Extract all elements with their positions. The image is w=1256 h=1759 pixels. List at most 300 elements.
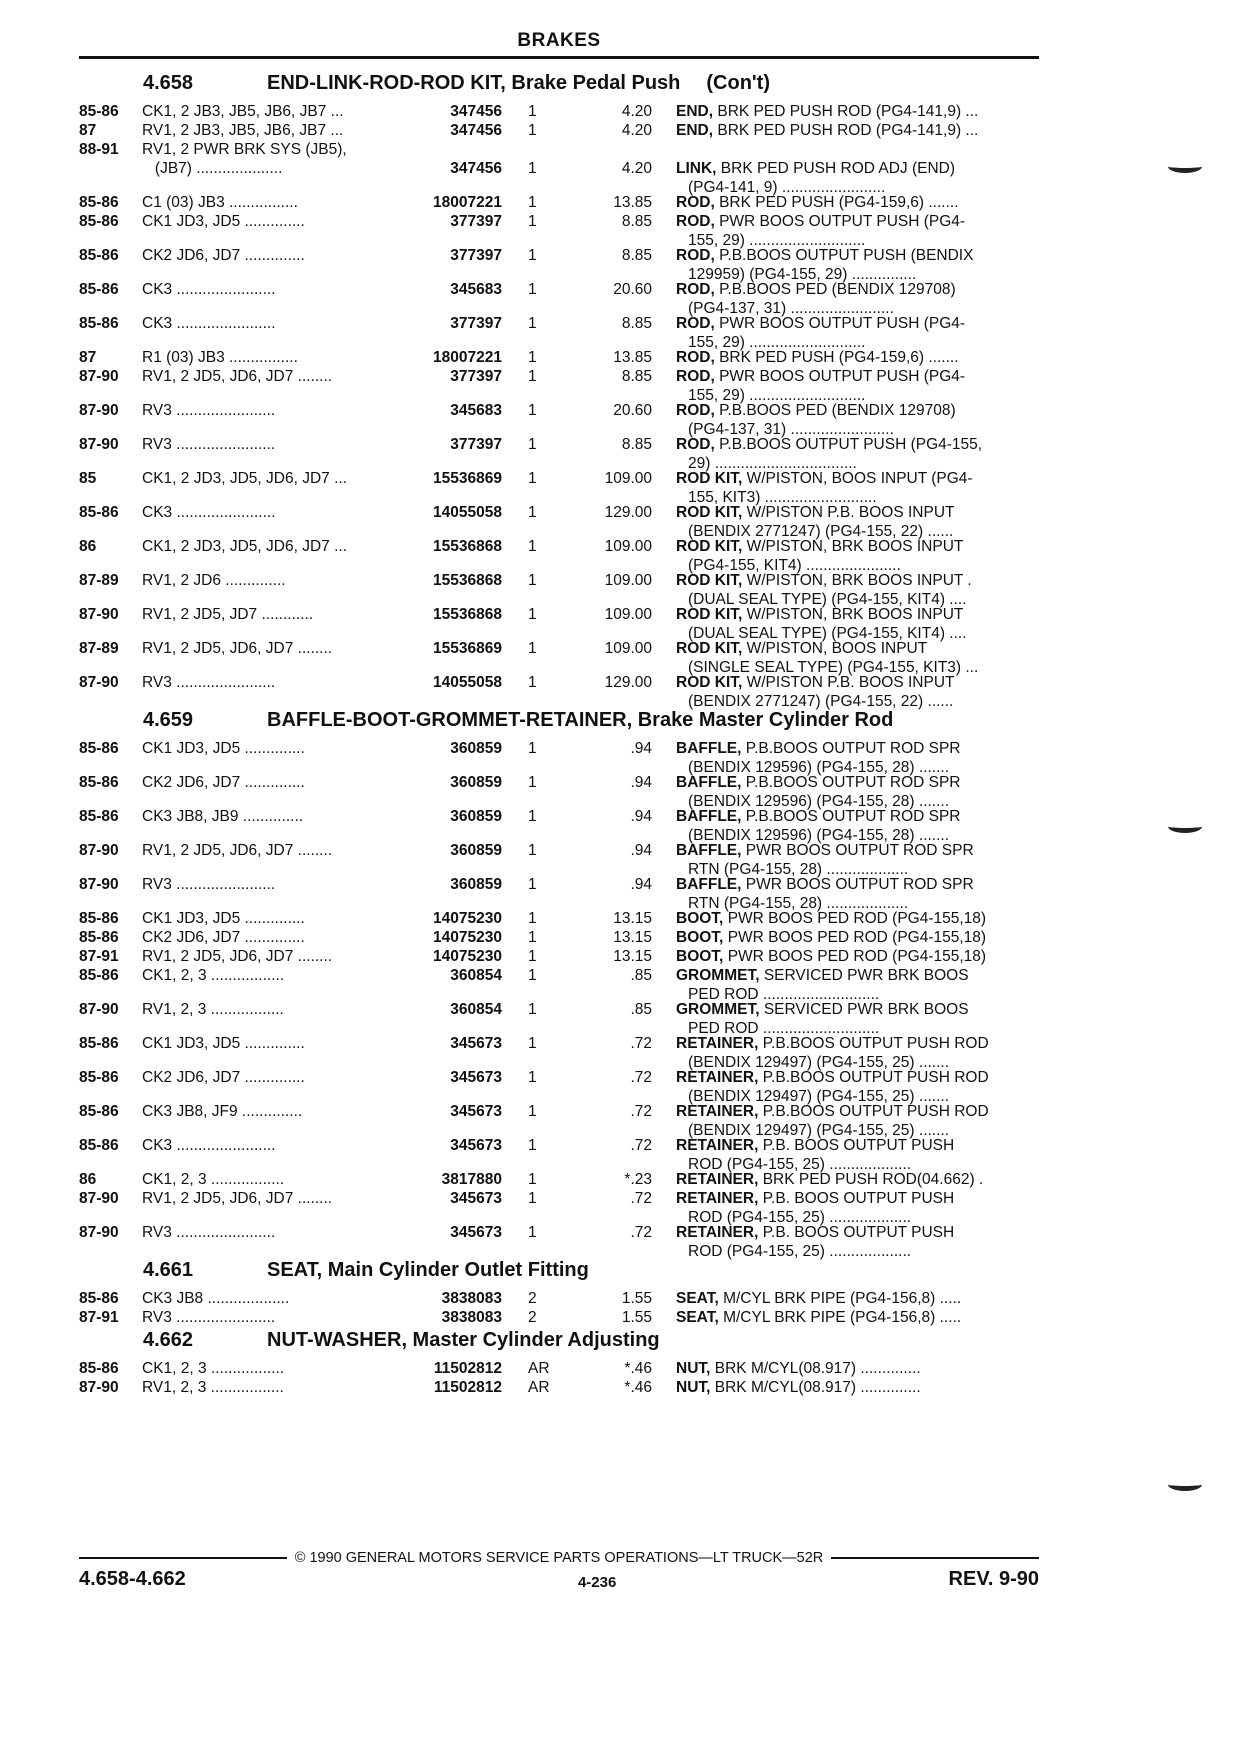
description-text: PED ROD ...........................	[688, 1020, 880, 1037]
model-year: 87-90	[79, 368, 119, 385]
description-line	[676, 1223, 1039, 1242]
model-application: RV1, 2 JD5, JD6, JD7 ........	[142, 368, 333, 385]
model-year: 85-86	[79, 1290, 119, 1307]
quantity: 1	[528, 606, 537, 623]
part-name: ROD,	[676, 247, 715, 264]
quantity: 1	[528, 1171, 537, 1188]
model-application: CK3 JB8, JB9 ..............	[142, 808, 304, 825]
model-year: 85-86	[79, 774, 119, 791]
model-application: RV1, 2 JB3, JB5, JB6, JB7 ...	[142, 122, 344, 139]
description-text: (BENDIX 129596) (PG4-155, 28) .......	[688, 827, 950, 844]
quantity: 1	[528, 674, 537, 691]
part-name: BAFFLE,	[676, 842, 742, 859]
model-application: CK3 JB8 ...................	[142, 1290, 290, 1307]
part-name: ROD KIT,	[676, 606, 743, 623]
description-line	[676, 469, 1039, 488]
part-description	[652, 469, 1039, 507]
part-description	[652, 140, 1039, 159]
model-year: 87-90	[79, 1001, 119, 1018]
part-description	[652, 1170, 1039, 1189]
model-year: 87-90	[79, 606, 119, 623]
model-year: 87-90	[79, 1190, 119, 1207]
model-application: CK3 JB8, JF9 ..............	[142, 1103, 303, 1120]
model-application: RV1, 2 JD5, JD6, JD7 ........	[142, 948, 333, 965]
description-line	[676, 1136, 1039, 1155]
description-text: PWR BOOS OUTPUT PUSH (PG4-	[719, 368, 966, 385]
price: 109.00	[604, 538, 652, 555]
description-text: PWR BOOS OUTPUT PUSH (PG4-	[719, 213, 966, 230]
part-description	[652, 1223, 1039, 1261]
description-line	[676, 947, 1039, 966]
model-application: RV1, 2 JD5, JD6, JD7 ........	[142, 842, 333, 859]
description-line	[676, 571, 1039, 590]
model-year: 87-90	[79, 1379, 119, 1396]
quantity: 1	[528, 967, 537, 984]
part-number: 345673	[450, 1137, 502, 1154]
price: 13.85	[613, 349, 652, 366]
description-text: (BENDIX 2771247) (PG4-155, 22) ......	[688, 523, 954, 540]
description-line	[676, 605, 1039, 624]
parts-row	[79, 348, 1039, 367]
part-description	[652, 639, 1039, 677]
part-description	[652, 1000, 1039, 1038]
model-application: CK3 .......................	[142, 1137, 276, 1154]
model-year: 85-86	[79, 1035, 119, 1052]
description-line	[676, 159, 1039, 178]
parts-row	[79, 159, 1039, 197]
model-year: 87-90	[79, 876, 119, 893]
model-application: RV3 .......................	[142, 436, 276, 453]
description-text: BRK PED PUSH ROD(04.662) .	[762, 1171, 984, 1188]
description-text: PWR BOOS PED ROD (PG4-155,18)	[727, 910, 987, 927]
price: .94	[630, 808, 652, 825]
price: 109.00	[604, 572, 652, 589]
part-name: BAFFLE,	[676, 876, 742, 893]
model-year: 87-91	[79, 948, 119, 965]
price: 4.20	[621, 160, 652, 177]
part-number: 18007221	[433, 194, 502, 211]
part-number: 347456	[450, 122, 502, 139]
quantity: 1	[528, 247, 537, 264]
part-description	[652, 605, 1039, 643]
model-application: CK1 JD3, JD5 ..............	[142, 740, 305, 757]
quantity: 1	[528, 1001, 537, 1018]
part-description	[652, 773, 1039, 811]
parts-row	[79, 537, 1039, 575]
header-rule	[79, 56, 1039, 59]
part-description	[652, 841, 1039, 879]
section-range: 4.658-4.662	[79, 1568, 186, 1590]
part-name: ROD,	[676, 281, 715, 298]
description-line	[676, 966, 1039, 985]
description-text: BRK PED PUSH (PG4-159,6) .......	[719, 349, 959, 366]
part-number: 347456	[450, 103, 502, 120]
model-application: RV3 .......................	[142, 876, 276, 893]
model-year: 85-86	[79, 910, 119, 927]
description-text: BRK PED PUSH ROD (PG4-141,9) ...	[717, 103, 979, 120]
model-year: 88-91	[79, 141, 119, 158]
section-number: 4.659	[143, 709, 194, 731]
quantity: 1	[528, 402, 537, 419]
part-description	[652, 1378, 1039, 1397]
description-line	[676, 875, 1039, 894]
parts-row	[79, 102, 1039, 121]
model-year: 85-86	[79, 194, 119, 211]
quantity: 1	[528, 1103, 537, 1120]
quantity: 1	[528, 876, 537, 893]
part-number: 345673	[450, 1035, 502, 1052]
model-application: CK3 .......................	[142, 315, 276, 332]
part-name: RETAINER,	[676, 1103, 759, 1120]
part-number: 345673	[450, 1069, 502, 1086]
description-text: PWR BOOS OUTPUT ROD SPR	[745, 842, 974, 859]
part-number: 377397	[450, 247, 502, 264]
description-text: P.B.BOOS OUTPUT PUSH (PG4-155,	[719, 436, 983, 453]
part-description	[652, 571, 1039, 609]
model-year: 87	[79, 349, 97, 366]
parts-listing	[79, 70, 1039, 1397]
description-line	[676, 401, 1039, 420]
price: 8.85	[621, 368, 652, 385]
parts-row	[79, 314, 1039, 352]
part-name: RETAINER,	[676, 1190, 759, 1207]
section-title-text: BAFFLE-BOOT-GROMMET-RETAINER, Brake Master Cylinder Rod	[267, 709, 894, 731]
section-heading	[79, 72, 1039, 102]
parts-row	[79, 639, 1039, 677]
section-heading	[79, 1259, 1039, 1289]
section-name	[267, 72, 1039, 95]
part-name: SEAT,	[676, 1309, 719, 1326]
price: *.46	[624, 1360, 652, 1377]
part-name: RETAINER,	[676, 1069, 759, 1086]
part-name: BOOT,	[676, 910, 724, 927]
price: .94	[630, 774, 652, 791]
part-description	[652, 1102, 1039, 1140]
part-number: 345683	[450, 281, 502, 298]
quantity: 1	[528, 1035, 537, 1052]
description-text: (BENDIX 129596) (PG4-155, 28) .......	[688, 759, 950, 776]
price: 13.15	[613, 929, 652, 946]
description-text: P.B.BOOS OUTPUT ROD SPR	[745, 808, 961, 825]
section-heading	[79, 709, 1039, 739]
section-name	[267, 709, 1039, 732]
description-line	[676, 639, 1039, 658]
part-description	[652, 212, 1039, 250]
model-year: 85-86	[79, 929, 119, 946]
part-number: 3838083	[441, 1309, 502, 1326]
part-description	[652, 875, 1039, 913]
description-text: (BENDIX 129497) (PG4-155, 25) .......	[688, 1088, 950, 1105]
part-number: 377397	[450, 368, 502, 385]
part-name: ROD KIT,	[676, 572, 743, 589]
section-name	[267, 1329, 1039, 1352]
price: 8.85	[621, 247, 652, 264]
part-number: 15536868	[433, 572, 502, 589]
model-year: 85-86	[79, 740, 119, 757]
model-year: 85-86	[79, 1137, 119, 1154]
quantity: 1	[528, 948, 537, 965]
model-year: 85-86	[79, 1360, 119, 1377]
parts-row	[79, 928, 1039, 947]
part-number: 18007221	[433, 349, 502, 366]
parts-row	[79, 909, 1039, 928]
part-name: RETAINER,	[676, 1137, 759, 1154]
quantity: 1	[528, 213, 537, 230]
part-number: 15536868	[433, 606, 502, 623]
parts-row	[79, 246, 1039, 284]
part-number: 14055058	[433, 504, 502, 521]
section-number: 4.658	[143, 72, 194, 94]
part-number: 15536868	[433, 538, 502, 555]
part-number: 345673	[450, 1103, 502, 1120]
quantity: 1	[528, 281, 537, 298]
price: 8.85	[621, 436, 652, 453]
price: .94	[630, 842, 652, 859]
model-year: 85-86	[79, 1069, 119, 1086]
model-application: RV3 .......................	[142, 674, 276, 691]
quantity: 1	[528, 368, 537, 385]
quantity: 1	[528, 160, 537, 177]
part-description	[652, 537, 1039, 575]
description-text: P.B.BOOS PED (BENDIX 129708)	[719, 281, 956, 298]
quantity: 1	[528, 740, 537, 757]
quantity: 1	[528, 538, 537, 555]
quantity: 1	[528, 122, 537, 139]
part-number: 14055058	[433, 674, 502, 691]
parts-row	[79, 807, 1039, 845]
description-text: (PG4-141, 9) ........................	[688, 179, 886, 196]
description-line	[676, 1308, 1039, 1327]
description-text: M/CYL BRK PIPE (PG4-156,8) .....	[723, 1309, 962, 1326]
parts-row	[79, 212, 1039, 250]
quantity: AR	[528, 1360, 550, 1377]
quantity: 1	[528, 349, 537, 366]
parts-row	[79, 841, 1039, 879]
description-line	[676, 280, 1039, 299]
model-year: 87	[79, 122, 97, 139]
model-year: 85-86	[79, 808, 119, 825]
description-line	[676, 807, 1039, 826]
description-text: (BENDIX 129596) (PG4-155, 28) .......	[688, 793, 950, 810]
part-number: 377397	[450, 436, 502, 453]
model-application: CK1, 2 JB3, JB5, JB6, JB7 ...	[142, 103, 344, 120]
part-name: BOOT,	[676, 929, 724, 946]
quantity: 1	[528, 504, 537, 521]
description-text: SERVICED PWR BRK BOOS	[763, 1001, 969, 1018]
price: 4.20	[621, 122, 652, 139]
description-text: W/PISTON, BRK BOOS INPUT	[746, 606, 964, 623]
description-text: BRK PED PUSH ROD ADJ (END)	[720, 160, 956, 177]
description-text: 29) .................................	[688, 455, 857, 472]
price: 8.85	[621, 315, 652, 332]
model-application: CK1 JD3, JD5 ..............	[142, 1035, 305, 1052]
description-line	[676, 1068, 1039, 1087]
section-number: 4.661	[143, 1259, 194, 1281]
price: .94	[630, 740, 652, 757]
description-line	[676, 367, 1039, 386]
description-text: ROD (PG4-155, 25) ...................	[688, 1209, 912, 1226]
page-footer	[79, 1550, 1039, 1591]
model-year: 87-91	[79, 1309, 119, 1326]
model-application: RV1, 2, 3 .................	[142, 1001, 284, 1018]
part-number: 14075230	[433, 948, 502, 965]
parts-row	[79, 1359, 1039, 1378]
description-line	[676, 121, 1039, 140]
quantity: 1	[528, 315, 537, 332]
part-description	[652, 1068, 1039, 1106]
part-name: NUT,	[676, 1360, 711, 1377]
part-number: 360859	[450, 842, 502, 859]
model-application: (JB7) ....................	[142, 160, 283, 177]
model-year: 85-86	[79, 281, 119, 298]
description-line	[676, 1170, 1039, 1189]
quantity: 1	[528, 572, 537, 589]
part-number: 3838083	[441, 1290, 502, 1307]
part-name: ROD KIT,	[676, 538, 743, 555]
price: 1.55	[621, 1309, 652, 1326]
price: 13.15	[613, 948, 652, 965]
part-name: RETAINER,	[676, 1224, 759, 1241]
binding-tab-mark	[1168, 1478, 1202, 1486]
price: 109.00	[604, 640, 652, 657]
quantity: 1	[528, 910, 537, 927]
footer-rule-right	[831, 1557, 1039, 1559]
part-description	[652, 966, 1039, 1004]
description-text: PWR BOOS OUTPUT PUSH (PG4-	[719, 315, 966, 332]
model-year: 87-90	[79, 674, 119, 691]
model-application: RV1, 2 PWR BRK SYS (JB5),	[142, 141, 347, 158]
quantity: 1	[528, 842, 537, 859]
price: .72	[630, 1190, 652, 1207]
model-year: 85-86	[79, 967, 119, 984]
section-title-text: NUT-WASHER, Master Cylinder Adjusting	[267, 1329, 660, 1351]
model-application: CK1 JD3, JD5 ..............	[142, 213, 305, 230]
description-text: P.B.BOOS OUTPUT ROD SPR	[745, 740, 961, 757]
quantity: AR	[528, 1379, 550, 1396]
description-text: W/PISTON P.B. BOOS INPUT	[746, 504, 955, 521]
parts-row	[79, 1102, 1039, 1140]
parts-row	[79, 571, 1039, 609]
description-text: PWR BOOS OUTPUT ROD SPR	[745, 876, 974, 893]
description-text: BRK M/CYL(08.917) ..............	[714, 1379, 921, 1396]
part-description	[652, 807, 1039, 845]
description-line	[676, 193, 1039, 212]
parts-row	[79, 367, 1039, 405]
part-number: 11502812	[433, 1360, 502, 1377]
description-text: PWR BOOS PED ROD (PG4-155,18)	[727, 929, 987, 946]
price: 109.00	[604, 470, 652, 487]
model-year: 87-90	[79, 1224, 119, 1241]
part-description	[652, 102, 1039, 121]
model-application: CK2 JD6, JD7 ..............	[142, 1069, 305, 1086]
model-application: CK1, 2, 3 .................	[142, 1360, 285, 1377]
description-line	[676, 1289, 1039, 1308]
part-description	[652, 159, 1039, 197]
parts-row	[79, 401, 1039, 439]
model-application: C1 (03) JB3 ................	[142, 194, 298, 211]
description-text: RTN (PG4-155, 28) ...................	[688, 861, 909, 878]
model-application: CK1, 2, 3 .................	[142, 1171, 285, 1188]
part-description	[652, 1136, 1039, 1174]
parts-row	[79, 947, 1039, 966]
price: 4.20	[621, 103, 652, 120]
model-year: 86	[79, 1171, 97, 1188]
part-name: BOOT,	[676, 948, 724, 965]
quantity: 1	[528, 1069, 537, 1086]
description-line	[676, 140, 1039, 159]
price: *.46	[624, 1379, 652, 1396]
parts-row	[79, 1378, 1039, 1397]
parts-row	[79, 1308, 1039, 1327]
quantity: 1	[528, 640, 537, 657]
model-application: CK3 .......................	[142, 504, 276, 521]
page-title: BRAKES	[517, 30, 601, 51]
part-description	[652, 503, 1039, 541]
part-description	[652, 193, 1039, 212]
description-text: (DUAL SEAL TYPE) (PG4-155, KIT4) ....	[688, 591, 967, 608]
parts-row	[79, 140, 1039, 159]
part-number: 360859	[450, 808, 502, 825]
description-text: 129959) (PG4-155, 29) ...............	[688, 266, 917, 283]
part-description	[652, 673, 1039, 711]
part-description	[652, 928, 1039, 947]
part-name: END,	[676, 122, 714, 139]
price: .72	[630, 1035, 652, 1052]
parts-row	[79, 773, 1039, 811]
description-line	[676, 212, 1039, 231]
quantity: 1	[528, 1190, 537, 1207]
part-number: 345673	[450, 1190, 502, 1207]
part-number: 345673	[450, 1224, 502, 1241]
quantity: 1	[528, 929, 537, 946]
description-text: W/PISTON P.B. BOOS INPUT	[746, 674, 955, 691]
description-text: (BENDIX 129497) (PG4-155, 25) .......	[688, 1054, 950, 1071]
parts-row	[79, 739, 1039, 777]
model-application: CK1, 2, 3 .................	[142, 967, 285, 984]
model-application: CK2 JD6, JD7 ..............	[142, 929, 305, 946]
description-text: BRK PED PUSH ROD (PG4-141,9) ...	[717, 122, 979, 139]
description-text: P.B.BOOS PED (BENDIX 129708)	[719, 402, 956, 419]
description-text: W/PISTON, BRK BOOS INPUT .	[746, 572, 972, 589]
quantity: 1	[528, 1224, 537, 1241]
description-line	[676, 1359, 1039, 1378]
binding-tab-mark	[1168, 160, 1202, 168]
quantity: 1	[528, 774, 537, 791]
price: 8.85	[621, 213, 652, 230]
part-number: 360854	[450, 967, 502, 984]
section-heading	[79, 1329, 1039, 1359]
part-number: 14075230	[433, 910, 502, 927]
description-text: ROD (PG4-155, 25) ...................	[688, 1243, 912, 1260]
part-name: RETAINER,	[676, 1171, 759, 1188]
part-name: SEAT,	[676, 1290, 719, 1307]
part-name: ROD,	[676, 436, 715, 453]
description-text: 155, 29) ...........................	[688, 334, 866, 351]
part-name: ROD,	[676, 315, 715, 332]
model-application: RV3 .......................	[142, 1309, 276, 1326]
model-application: CK2 JD6, JD7 ..............	[142, 774, 305, 791]
description-text: ROD (PG4-155, 25) ...................	[688, 1156, 912, 1173]
parts-row	[79, 673, 1039, 711]
description-text: P.B.BOOS OUTPUT PUSH ROD	[762, 1035, 989, 1052]
description-line	[676, 1102, 1039, 1121]
model-application: RV1, 2 JD5, JD6, JD7 ........	[142, 1190, 333, 1207]
continued-label: (Con't)	[706, 72, 771, 94]
quantity: 2	[528, 1309, 537, 1326]
parts-row	[79, 280, 1039, 318]
part-number: 377397	[450, 315, 502, 332]
price: 129.00	[604, 674, 652, 691]
